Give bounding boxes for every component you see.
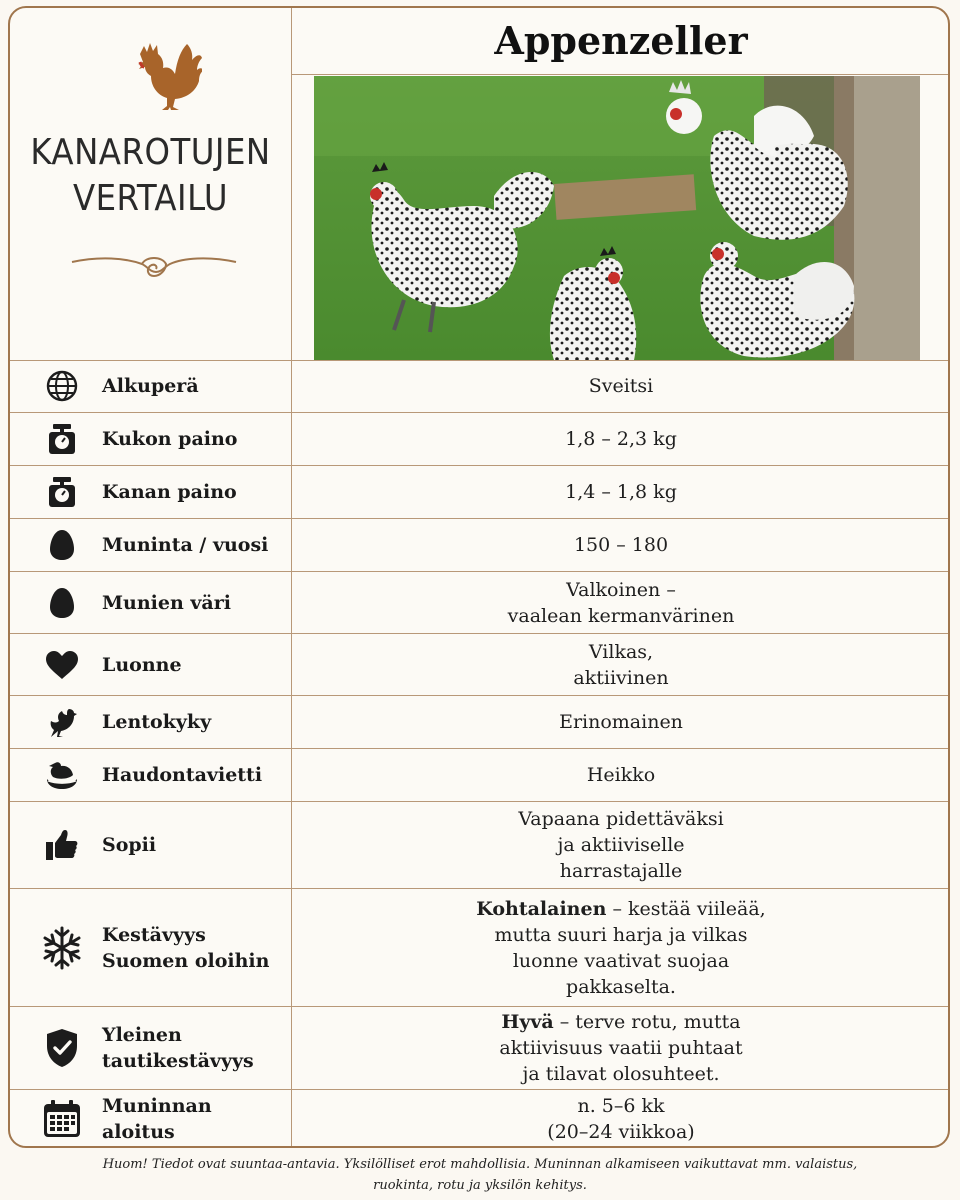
ornament-divider (70, 248, 238, 282)
row-value-text: n. 5–6 kk (577, 1095, 665, 1117)
egg-icon (40, 519, 84, 571)
row-value-text: – terve rotu, mutta (553, 1011, 741, 1033)
row-value-text: 150 – 180 (573, 534, 669, 556)
header-section (10, 8, 948, 361)
row-value (292, 762, 950, 788)
row-label-text: Luonne (102, 654, 182, 676)
row-label (102, 1093, 288, 1148)
row-value-text: pakkaselta. (566, 976, 676, 998)
row-value-text: vaalean kermanvärinen (507, 605, 735, 627)
row-label-text (102, 1147, 153, 1148)
row-value-text: 1,4 – 1,8 kg (565, 481, 677, 503)
row-value (292, 639, 950, 691)
table-row (10, 1090, 948, 1148)
row-label-text: Yleinen (102, 1024, 182, 1046)
table-row (10, 466, 948, 519)
row-value-text: Valkoinen – (566, 579, 676, 601)
row-value-text: ja tilavat olosuhteet. (522, 1063, 720, 1085)
row-value-text: (20–24 viikkoa) (547, 1121, 695, 1143)
table-row (10, 413, 948, 466)
scale-icon (40, 466, 84, 518)
row-label-text: Alkuperä (102, 375, 199, 397)
row-label-text: Suomen oloihin (102, 950, 270, 972)
row-label (102, 590, 288, 616)
row-value-text: aktiivinen (573, 667, 669, 689)
row-label (102, 762, 288, 788)
row-label-text: Kukon paino (102, 428, 238, 450)
title-line-1: KANAROTUJEN (30, 132, 271, 173)
table-row (10, 572, 948, 634)
row-value-text: luonne vaativat suojaa (512, 950, 730, 972)
table-row (10, 519, 948, 572)
title-panel (10, 8, 292, 360)
scale-icon (40, 413, 84, 465)
row-label-text: Munien väri (102, 592, 231, 614)
row-value-text: Vilkas, (588, 641, 654, 663)
row-label (102, 652, 288, 678)
row-label-text: Kestävyys (102, 924, 206, 946)
footnote (40, 1154, 920, 1196)
row-value-emphasis: Kohtalainen (476, 898, 607, 920)
row-value-text: Heikko (586, 764, 656, 786)
row-label (102, 479, 288, 505)
row-value (292, 1009, 950, 1087)
globe-icon (40, 360, 84, 412)
row-value (292, 426, 950, 452)
row-value-text: Erinomainen (559, 711, 683, 733)
nest-icon (40, 749, 84, 801)
row-label-text: Haudontavietti (102, 764, 263, 786)
bird-icon (40, 696, 84, 748)
row-value (292, 532, 950, 558)
row-value (292, 479, 950, 505)
trait-table (10, 360, 948, 1148)
snowflake-icon (40, 889, 84, 1006)
row-value-text: 1,8 – 2,3 kg (565, 428, 677, 450)
breed-photo (314, 76, 920, 360)
row-value (292, 1093, 950, 1145)
table-row (10, 696, 948, 749)
row-label (102, 1022, 288, 1074)
row-label-text: Muninnan aloitus (102, 1095, 212, 1143)
table-row (10, 360, 948, 413)
row-value-text: Vapaana pidettäväksi (518, 808, 724, 830)
row-value-text: ja aktiiviselle (557, 834, 685, 856)
table-row (10, 749, 948, 802)
heart-icon (40, 634, 84, 695)
row-value-text: harrastajalle (559, 860, 683, 882)
table-row (10, 802, 948, 889)
table-row (10, 889, 948, 1007)
breed-title: Appenzeller (292, 8, 950, 75)
footnote-line-2: ruokinta, rotu ja yksilön kehitys. (373, 1178, 587, 1193)
comparison-card (8, 6, 950, 1148)
row-label-text: Lentokyky (102, 711, 212, 733)
rooster-icon (130, 40, 202, 114)
row-value-text: aktiivisuus vaatii puhtaat (499, 1037, 743, 1059)
title-line-2: VERTAILU (72, 178, 229, 219)
row-label-text: tautikestävyys (102, 1050, 254, 1072)
table-row (10, 634, 948, 696)
thumbs-up-icon (40, 802, 84, 888)
row-value-text: – kestää viileää, (606, 898, 766, 920)
shield-check-icon (40, 1007, 84, 1089)
row-label (102, 532, 288, 558)
row-label-text: Sopii (102, 834, 157, 856)
row-label-text: Muninta / vuosi (102, 534, 269, 556)
table-row (10, 1007, 948, 1090)
row-label (102, 426, 288, 452)
row-label (102, 709, 288, 735)
row-value-text: mutta suuri harja ja vilkas (494, 924, 748, 946)
row-value (292, 373, 950, 399)
row-label (102, 373, 288, 399)
egg-icon (40, 572, 84, 633)
calendar-icon (40, 1090, 84, 1148)
row-value (292, 806, 950, 884)
row-value (292, 577, 950, 629)
footnote-line-1: Huom! Tiedot ovat suuntaa-antavia. Yksilölliset erot mahdollisia. Muninnan alkamiseen vaikuttavat mm. valaistus, (102, 1157, 858, 1172)
row-value-text: Sveitsi (588, 375, 654, 397)
row-value (292, 896, 950, 1000)
row-value-emphasis: Hyvä (501, 1011, 554, 1033)
row-label (102, 832, 288, 858)
row-label-text: Kanan paino (102, 481, 237, 503)
page-title (10, 130, 291, 222)
row-value (292, 709, 950, 735)
row-label (102, 922, 288, 974)
